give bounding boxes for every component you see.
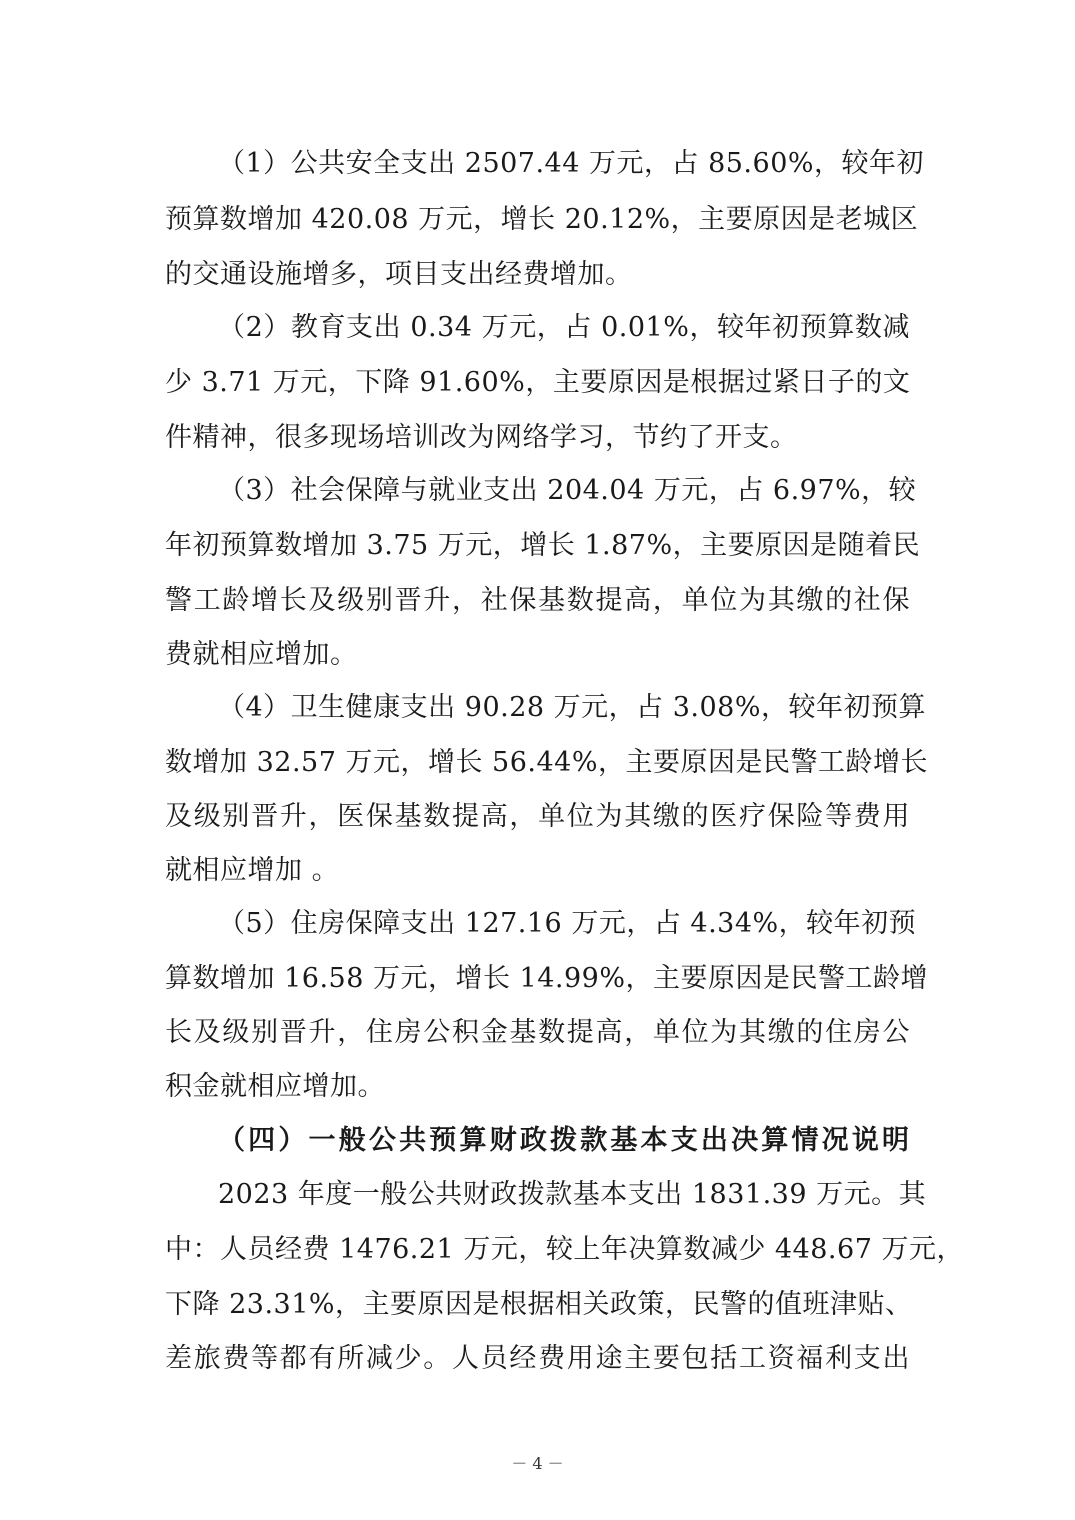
- paragraph-line: 费就相应增加。: [165, 639, 358, 670]
- paragraph-line: （1）公共安全支出 2507.44 万元，占 85.60%，较年初: [218, 148, 925, 179]
- paragraph-line: 及级别晋升，医保基数提高，单位为其缴的医疗保险等费用: [165, 801, 910, 832]
- paragraph-line: 中：人员经费 1476.21 万元，较上年决算数减少 448.67 万元，: [165, 1234, 964, 1265]
- paragraph-line: 年初预算数增加 3.75 万元，增长 1.87%，主要原因是随着民: [165, 530, 921, 561]
- page-number: － 4 －: [511, 1454, 564, 1473]
- paragraph-line: （4）卫生健康支出 90.28 万元，占 3.08%，较年初预算: [218, 692, 926, 723]
- paragraph-line: 下降 23.31%，主要原因是根据相关政策，民警的值班津贴、: [165, 1289, 913, 1320]
- paragraph-line: 警工龄增长及级别晋升，社保基数提高，单位为其缴的社保: [165, 585, 910, 616]
- paragraph-line: 预算数增加 420.08 万元，增长 20.12%，主要原因是老城区: [165, 204, 919, 235]
- paragraph-line: （5）住房保障支出 127.16 万元，占 4.34%，较年初预: [218, 908, 917, 939]
- paragraph-line: 件精神，很多现场培训改为网络学习，节约了开支。: [165, 422, 798, 453]
- paragraph-line: 2023 年度一般公共财政拨款基本支出 1831.39 万元。其: [218, 1179, 927, 1210]
- paragraph-line: 积金就相应增加。: [165, 1071, 385, 1102]
- paragraph-line: 少 3.71 万元，下降 91.60%，主要原因是根据过紧日子的文: [165, 367, 911, 398]
- paragraph-line: 的交通设施增多，项目支出经费增加。: [165, 259, 633, 290]
- paragraph-line: 差旅费等都有所减少。人员经费用途主要包括工资福利支出: [165, 1343, 910, 1374]
- paragraph-line: （2）教育支出 0.34 万元，占 0.01%，较年初预算数减: [218, 312, 910, 343]
- paragraph-line: 数增加 32.57 万元，增长 56.44%，主要原因是民警工龄增长: [165, 747, 928, 778]
- paragraph-line: 长及级别晋升，住房公积金基数提高，单位为其缴的住房公: [165, 1017, 910, 1048]
- paragraph-line: 就相应增加 。: [165, 855, 340, 886]
- section-heading: （四）一般公共预算财政拨款基本支出决算情况说明: [218, 1125, 910, 1156]
- paragraph-line: 算数增加 16.58 万元，增长 14.99%，主要原因是民警工龄增: [165, 963, 928, 994]
- paragraph-line: （3）社会保障与就业支出 204.04 万元，占 6.97%，较: [218, 475, 917, 506]
